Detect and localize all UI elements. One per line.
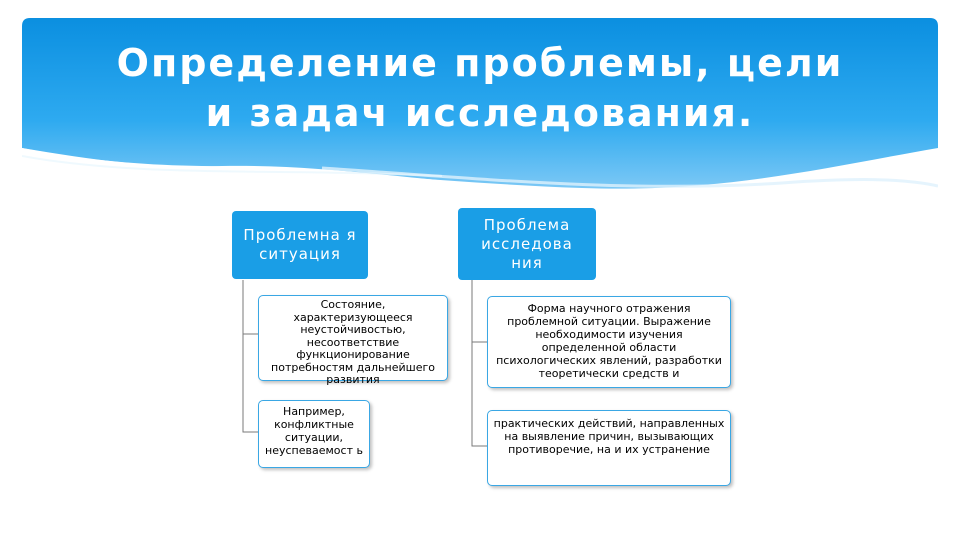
right-header-box (458, 208, 596, 280)
right-child-box-2 (487, 410, 731, 486)
right-connector (472, 280, 487, 446)
left-child-box-1 (258, 295, 448, 386)
left-header-box (232, 211, 368, 279)
title-line-1: Определение проблемы, цели (116, 41, 844, 85)
left-child-text-1: Состояние, характеризующееся неустойчивостью, несоответствие функционирование потребностям дальнейшего развития (271, 298, 435, 386)
right-child-text-1: Форма научного отражения проблемной ситуации. Выражение необходимости изучения определенной области психологических явлений, разработки теоретически средств и (496, 302, 722, 380)
right-child-text-2: практических действий, направленных на выявление причин, вызывающих противоречие, на и их устранение (493, 417, 725, 456)
left-header-label: Проблемна я ситуация (243, 226, 357, 263)
left-connector (243, 280, 258, 432)
left-child-box-2 (258, 400, 370, 468)
right-child-box-1 (487, 296, 731, 388)
right-header-label: Проблема исследова ния (481, 215, 573, 272)
left-child-text-2: Например, конфликтные ситуации, неуспеваемост ь (265, 405, 363, 457)
title-line-2: и задач исследования. (205, 91, 755, 135)
